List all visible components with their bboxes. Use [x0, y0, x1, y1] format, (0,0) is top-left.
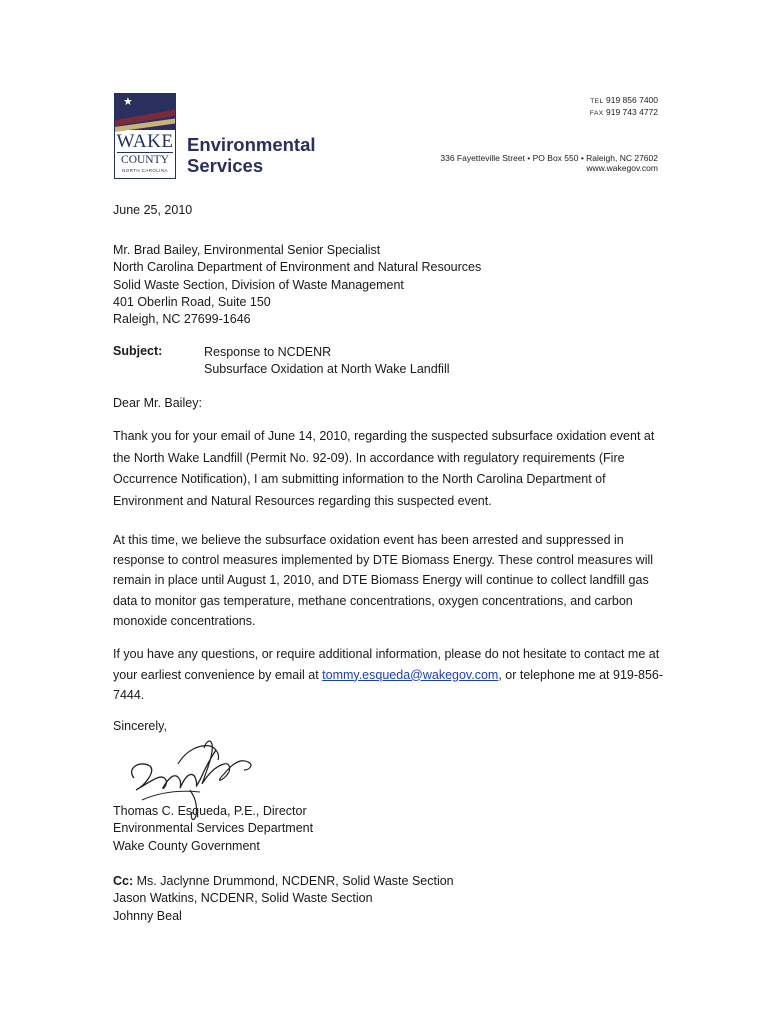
- body-paragraph-2: At this time, we believe the subsurface oxidation event has been arrested and suppressed in response to control measures implemented by DTE Biomass Energy. These control measures will remain in place until August 1, 2010, and DTE Biomass Energy will continue to collect landfill gas data to monitor gas temperature, methane concentrations, oxygen concentrations, and carbon monoxide concentrations.: [113, 533, 654, 628]
- department-name-line2: Services: [187, 155, 264, 176]
- cc-block: [113, 873, 454, 925]
- wake-county-logo: [114, 93, 176, 179]
- contact-address-block: [440, 153, 658, 173]
- fax-line: [590, 107, 658, 119]
- recipient-line: North Carolina Department of Environment and Natural Resources: [113, 260, 482, 275]
- logo-county-text: COUNTY: [121, 154, 169, 166]
- star-icon: ★: [123, 96, 133, 108]
- contact-phone-block: [590, 95, 658, 119]
- closing: Sincerely,: [113, 719, 167, 733]
- subject-text: [204, 344, 450, 379]
- tel-number: 919 856 7400: [606, 95, 658, 105]
- signer-line: Environmental Services Department: [113, 821, 314, 836]
- recipient-line: 401 Oberlin Road, Suite 150: [113, 294, 271, 309]
- signer-line: Thomas C. Esqueda, P.E., Director: [113, 804, 307, 818]
- telephone-line: [590, 95, 658, 107]
- tel-label: TEL: [590, 98, 604, 105]
- department-name: [187, 134, 316, 176]
- subject-label: Subject:: [113, 344, 163, 358]
- logo-state-text: NORTH CAROLINA: [122, 168, 168, 173]
- website[interactable]: www.wakegov.com: [586, 163, 658, 173]
- signer-block: [113, 803, 313, 855]
- cc-label: Cc:: [113, 874, 134, 888]
- cc-recipient: Ms. Jaclynne Drummond, NCDENR, Solid Waste Section: [136, 874, 454, 888]
- body-paragraph-1: Thank you for your email of June 14, 2010, regarding the suspected subsurface oxidation event at the North Wake Landfill (Permit No. 92-09). In accordance with regulatory requirements (Fire Occurrence Notification), I am submitting information to the North Carolina Department of Environment and Natural Resources regarding this suspected event.: [113, 429, 655, 508]
- signer-line: Wake County Government: [113, 838, 260, 853]
- logo-wake-text: WAKE: [116, 131, 174, 152]
- subject-line: Subsurface Oxidation at North Wake Landfill: [204, 362, 450, 377]
- fax-number: 919 743 4772: [606, 107, 658, 117]
- mailing-address: 336 Fayetteville Street • PO Box 550 • Raleigh, NC 27602: [440, 153, 658, 163]
- fax-label: FAX: [589, 110, 604, 117]
- recipient-line: Raleigh, NC 27699-1646: [113, 312, 251, 327]
- letter-date: June 25, 2010: [113, 203, 193, 217]
- cc-recipient: Jason Watkins, NCDENR, Solid Waste Section: [113, 891, 373, 906]
- email-link[interactable]: tommy.esqueda@wakegov.com: [322, 667, 499, 682]
- paragraph-3-text-end: , or telephone me at 919-856-7444.: [113, 667, 664, 702]
- salutation: Dear Mr. Bailey:: [113, 396, 202, 410]
- department-name-line1: Environmental: [187, 134, 316, 155]
- cc-recipient: Johnny Beal: [113, 908, 182, 923]
- logo-divider: [117, 152, 173, 153]
- recipient-address: [113, 242, 481, 328]
- cc-line: [113, 873, 454, 890]
- paragraph-3-text: If you have any questions, or require additional information, please do not hesitate to contact me at your earliest convenience by email at: [113, 647, 660, 682]
- recipient-line: Solid Waste Section, Division of Waste Management: [113, 277, 404, 292]
- body-paragraph-3: [113, 644, 673, 706]
- subject-line: Response to NCDENR: [204, 345, 332, 359]
- recipient-line: Mr. Brad Bailey, Environmental Senior Specialist: [113, 243, 381, 257]
